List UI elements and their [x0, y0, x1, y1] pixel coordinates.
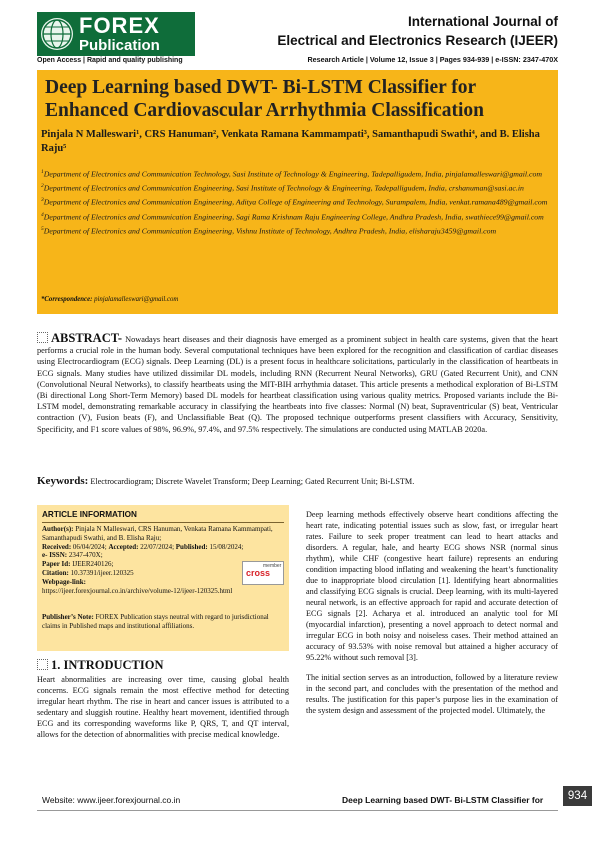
paper-title: Deep Learning based DWT- Bi-LSTM Classifier for Enhanced Cardiovascular Arrhythmia Classification	[45, 77, 484, 121]
article-meta: Research Article | Volume 12, Issue 3 | Pages 934-939 | e-ISSN: 2347-470X	[307, 55, 558, 64]
article-info-divider	[42, 522, 284, 523]
info-citation: Citation: 10.37391/ijeer.120325	[42, 568, 134, 577]
keywords	[37, 475, 558, 487]
section-marker-icon	[37, 659, 48, 670]
affiliation-item: $^2$Department of Electronics and Communication Engineering, Sasi Institute of Technology & Engineering, Tadepalligudem, India, crshanuman@sasi.ac.in	[41, 183, 524, 193]
correspondence-email[interactable]: pinjalamalleswari@gmail.com	[94, 296, 179, 303]
info-eissn: e- ISSN: 2347-470X;	[42, 551, 103, 560]
footer-running-title: Deep Learning based DWT- Bi-LSTM Classifier for	[342, 795, 544, 805]
keywords-label: Keywords:	[37, 475, 89, 487]
footer-website[interactable]: Website: www.ijeer.forexjournal.co.in	[42, 795, 181, 805]
introduction-paragraph-left: Heart abnormalities are increasing over time, causing global health concerns. ECG signals remain the most effective method for detecting irregular heart rhythm. The rise in heart and cancer issues is attributed to a sedentary and sluggish routine. Healthy heart movement, identified through ECG and its corresponding waveforms like P, QRS, T, and QT interval, allows for the detection of abnormalities with precise medical knowledge.	[37, 675, 289, 739]
keywords-text: Electrocardiogram; Discrete Wavelet Transform; Deep Learning; Gated Recurrent Unit; Bi-LSTM.	[90, 477, 415, 486]
right-paragraph-1: Deep learning methods effectively observe heart conditions affecting the heart rate, indicating potential issues such as slow, fast, or irregular heart rates. Failure to seek proper treatment can lead to heart attacks and disorders. A regular, hale, and hearty ECG shows NSR (normal sinus rhythm), while CHF (congestive heart failure) represents an enduring condition impacting blood inflating and weakening the heart’s functionality due to inappropriate blood circulation [1]. Identifying heart abnormalities and classifying ECG signals is crucial. Deep learning, with its multi-layered neural network, is an effective approach for rapid and accurate detection of ECG signals [2]. Acharya et al. introduced an analytic tool for MI (myocardial infarction), presenting a novel approach to detect normal and irregular ECG in both noisy and noiseless cases. Their method attained an accuracy of 93.53% with noise removal but attained a higher accuracy of 95.22% without such removal [3].	[306, 510, 558, 662]
journal-name-line1: International Journal of	[407, 14, 558, 29]
section-marker-icon	[37, 332, 48, 343]
title-block	[37, 70, 558, 314]
affiliation-item: $^4$Department of Electronics and Communication Engineering, Sagi Rama Krishnam Raju Engineering College, Andhra Pradesh, India, swathiece99@gmail.com	[41, 211, 544, 222]
publisher-tagline: Open Access | Rapid and quality publishing	[37, 57, 183, 64]
info-authors: Author(s): Pinjala N Malleswari, CRS Hanuman, Venkata Ramana Kammampati, Samanthapudi Swathi, and B. Elisha Raju;	[42, 525, 273, 542]
correspondence	[41, 296, 178, 303]
crossref-member-text: member	[263, 563, 282, 569]
crossref-logo-text: cross	[246, 568, 271, 578]
article-info-box	[37, 505, 289, 651]
affiliation-item: $^1$Department of Electronics and Communication Technology, Sasi Institute of Technology & Engineering, Tadepalligudem, India, pinjalamalleswari@gmail.com	[41, 169, 543, 179]
info-paper-id: Paper Id: IJEER240126;	[42, 560, 114, 569]
logo-top-text: FOREX	[79, 13, 160, 38]
journal-name-line2: Electrical and Electronics Research (IJEER)	[277, 33, 558, 48]
affiliation-item: $^5$Department of Electronics and Communication Engineering, Vishnu Institute of Technology, Andhra Pradesh, India, elisharaju3459@gmail.com	[41, 225, 497, 236]
publisher-logo	[37, 12, 195, 56]
crossref-badge[interactable]	[242, 561, 284, 585]
affiliation-item: $^3$Department of Electronics and Communication Engineering, Aditya College of Engineering and Technology, Surampalem, India, venkat.ramana489@gmail.com	[41, 197, 548, 207]
page-number: 934	[563, 786, 592, 806]
correspondence-label: *Correspondence:	[41, 296, 93, 303]
footer-divider	[37, 810, 558, 811]
article-info-title: ARTICLE INFORMATION	[42, 510, 137, 519]
publisher-note: Publisher’s Note: FOREX Publication stays neutral with regard to jurisdictional claims in Published maps and institutional affiliations.	[42, 613, 269, 630]
info-webpage-label: Webpage-link:	[42, 577, 86, 586]
info-dates: Received: 06/04/2024; Accepted: 22/07/2024; Published: 15/08/2024;	[42, 542, 244, 551]
logo-bottom-text: Publication	[79, 37, 160, 54]
globe-icon	[41, 18, 73, 50]
abstract-text: Nowadays heart diseases and their diagnosis have emerged as a prominent subject in health care systems, given that the heart performs a crucial role in the human body. Several computational techniques have been explored for the recognition and classification of cardiac diseases using Electrocardiogram (ECG) signals. Deep Learning (DL) is a present focus in healthcare solicitations, particularly in the classification of heartbeats in ECG signals. Many studies have utilized dissimilar DL models, including RNN (Recurrent Neural Networks), GRU (Gated Recurrent Unit), and CNN (Convolutional Neural Networks), to classify heartbeats using the MIT-BIH arrhythmia dataset. This article presents a methodical exploration of Bi-LSTM (Bi directional Long Short-Term Memory) based DL models for heartbeat classification using various quality metrics. Proposed variants include the Bi-LSTM model, demonstrating remarkable accuracy in classifying the heartbeats into five classes: Normal (N) beat, Supraventricular (S) beat, Ventricular contraction (V), Fusion beats (F), and Unclassifiable Beat (Q). The proposed technique outperforms present classifiers with Accuracy, Sensitivity, Specificity, and F1 score values of 98%, 96.9%, 97.4%, and 97.5% respectively. The simulations are conducted using MATLAB 2020a.	[37, 335, 559, 434]
info-webpage-link[interactable]: https://ijeer.forexjournal.co.in/archive/volume-12/ijeer-120325.html	[42, 586, 233, 595]
author-list: Pinjala N Malleswari¹, CRS Hanuman², Venkata Ramana Kammampati³, Samanthapudi Swathi⁴, and B. Elisha Raju⁵	[41, 129, 540, 154]
abstract-label: ABSTRACT-	[51, 331, 123, 345]
affiliation-list	[41, 167, 551, 238]
right-paragraph-2: The initial section serves as an introduction, followed by a literature review in the second part, and concludes with the presentation of the method and results. The justification for this paper’s purpose lies in the examination of the system design and assessment of the projected model. Ultimately, the	[306, 673, 558, 715]
abstract	[37, 332, 558, 435]
right-column	[306, 509, 558, 725]
introduction-heading: 1. INTRODUCTION	[37, 658, 164, 673]
